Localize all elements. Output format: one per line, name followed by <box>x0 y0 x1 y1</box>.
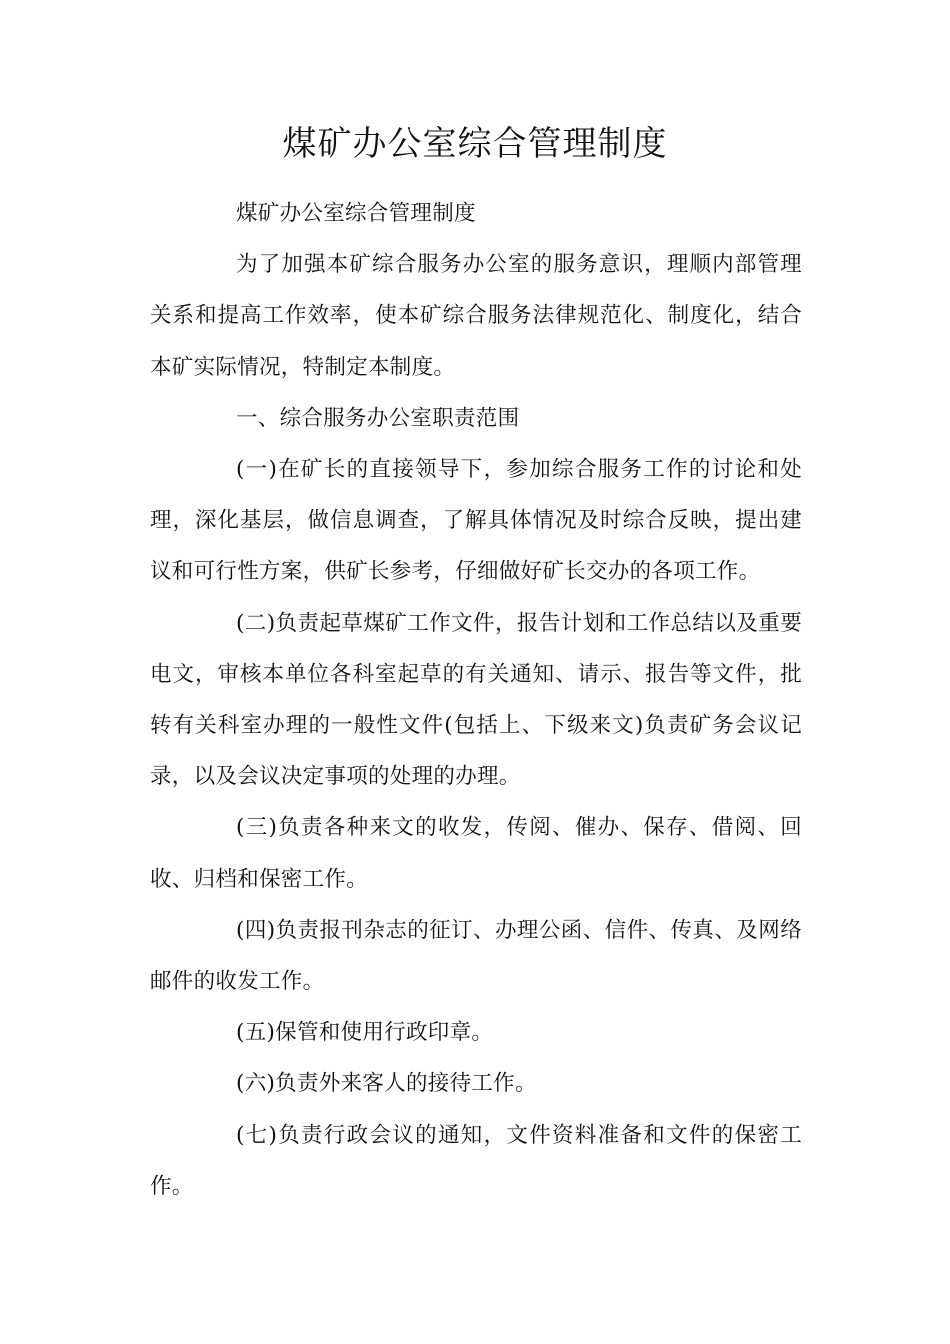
paragraph-item-3: (三)负责各种来文的收发，传阅、催办、保存、借阅、回收、归档和保密工作。 <box>150 815 802 892</box>
paragraph-item-5: (五)保管和使用行政印章。 <box>236 1020 494 1046</box>
document-title: 煤矿办公室综合管理制度 <box>282 124 668 164</box>
paragraph-item-7: (七)负责行政会议的通知，文件资料准备和文件的保密工作。 <box>150 1122 802 1199</box>
paragraph-item-6: (六)负责外来客人的接待工作。 <box>236 1071 537 1097</box>
paragraph-purpose: 为了加强本矿综合服务办公室的服务意识，理顺内部管理关系和提高工作效率，使本矿综合服务法律规范化、制度化，结合本矿实际情况，特制定本制度。 <box>150 252 802 380</box>
paragraph-subtitle: 煤矿办公室综合管理制度 <box>236 201 476 226</box>
document-body <box>150 188 802 1212</box>
paragraph-item-1: (一)在矿长的直接领导下，参加综合服务工作的讨论和处理，深化基层，做信息调查，了解具体情况及时综合反映，提出建议和可行性方案，供矿长参考，仔细做好矿长交办的各项工作。 <box>150 457 802 585</box>
paragraph-item-2: (二)负责起草煤矿工作文件，报告计划和工作总结以及重要电文，审核本单位各科室起草的有关通知、请示、报告等文件，批转有关科室办理的一般性文件(包括上、下级来文)负责矿务会议记录，以及会议决定事项的处理的办理。 <box>150 610 802 790</box>
section-heading-responsibilities: 一、综合服务办公室职责范围 <box>236 405 520 431</box>
paragraph-item-4: (四)负责报刊杂志的征订、办理公函、信件、传真、及网络邮件的收发工作。 <box>150 917 802 995</box>
